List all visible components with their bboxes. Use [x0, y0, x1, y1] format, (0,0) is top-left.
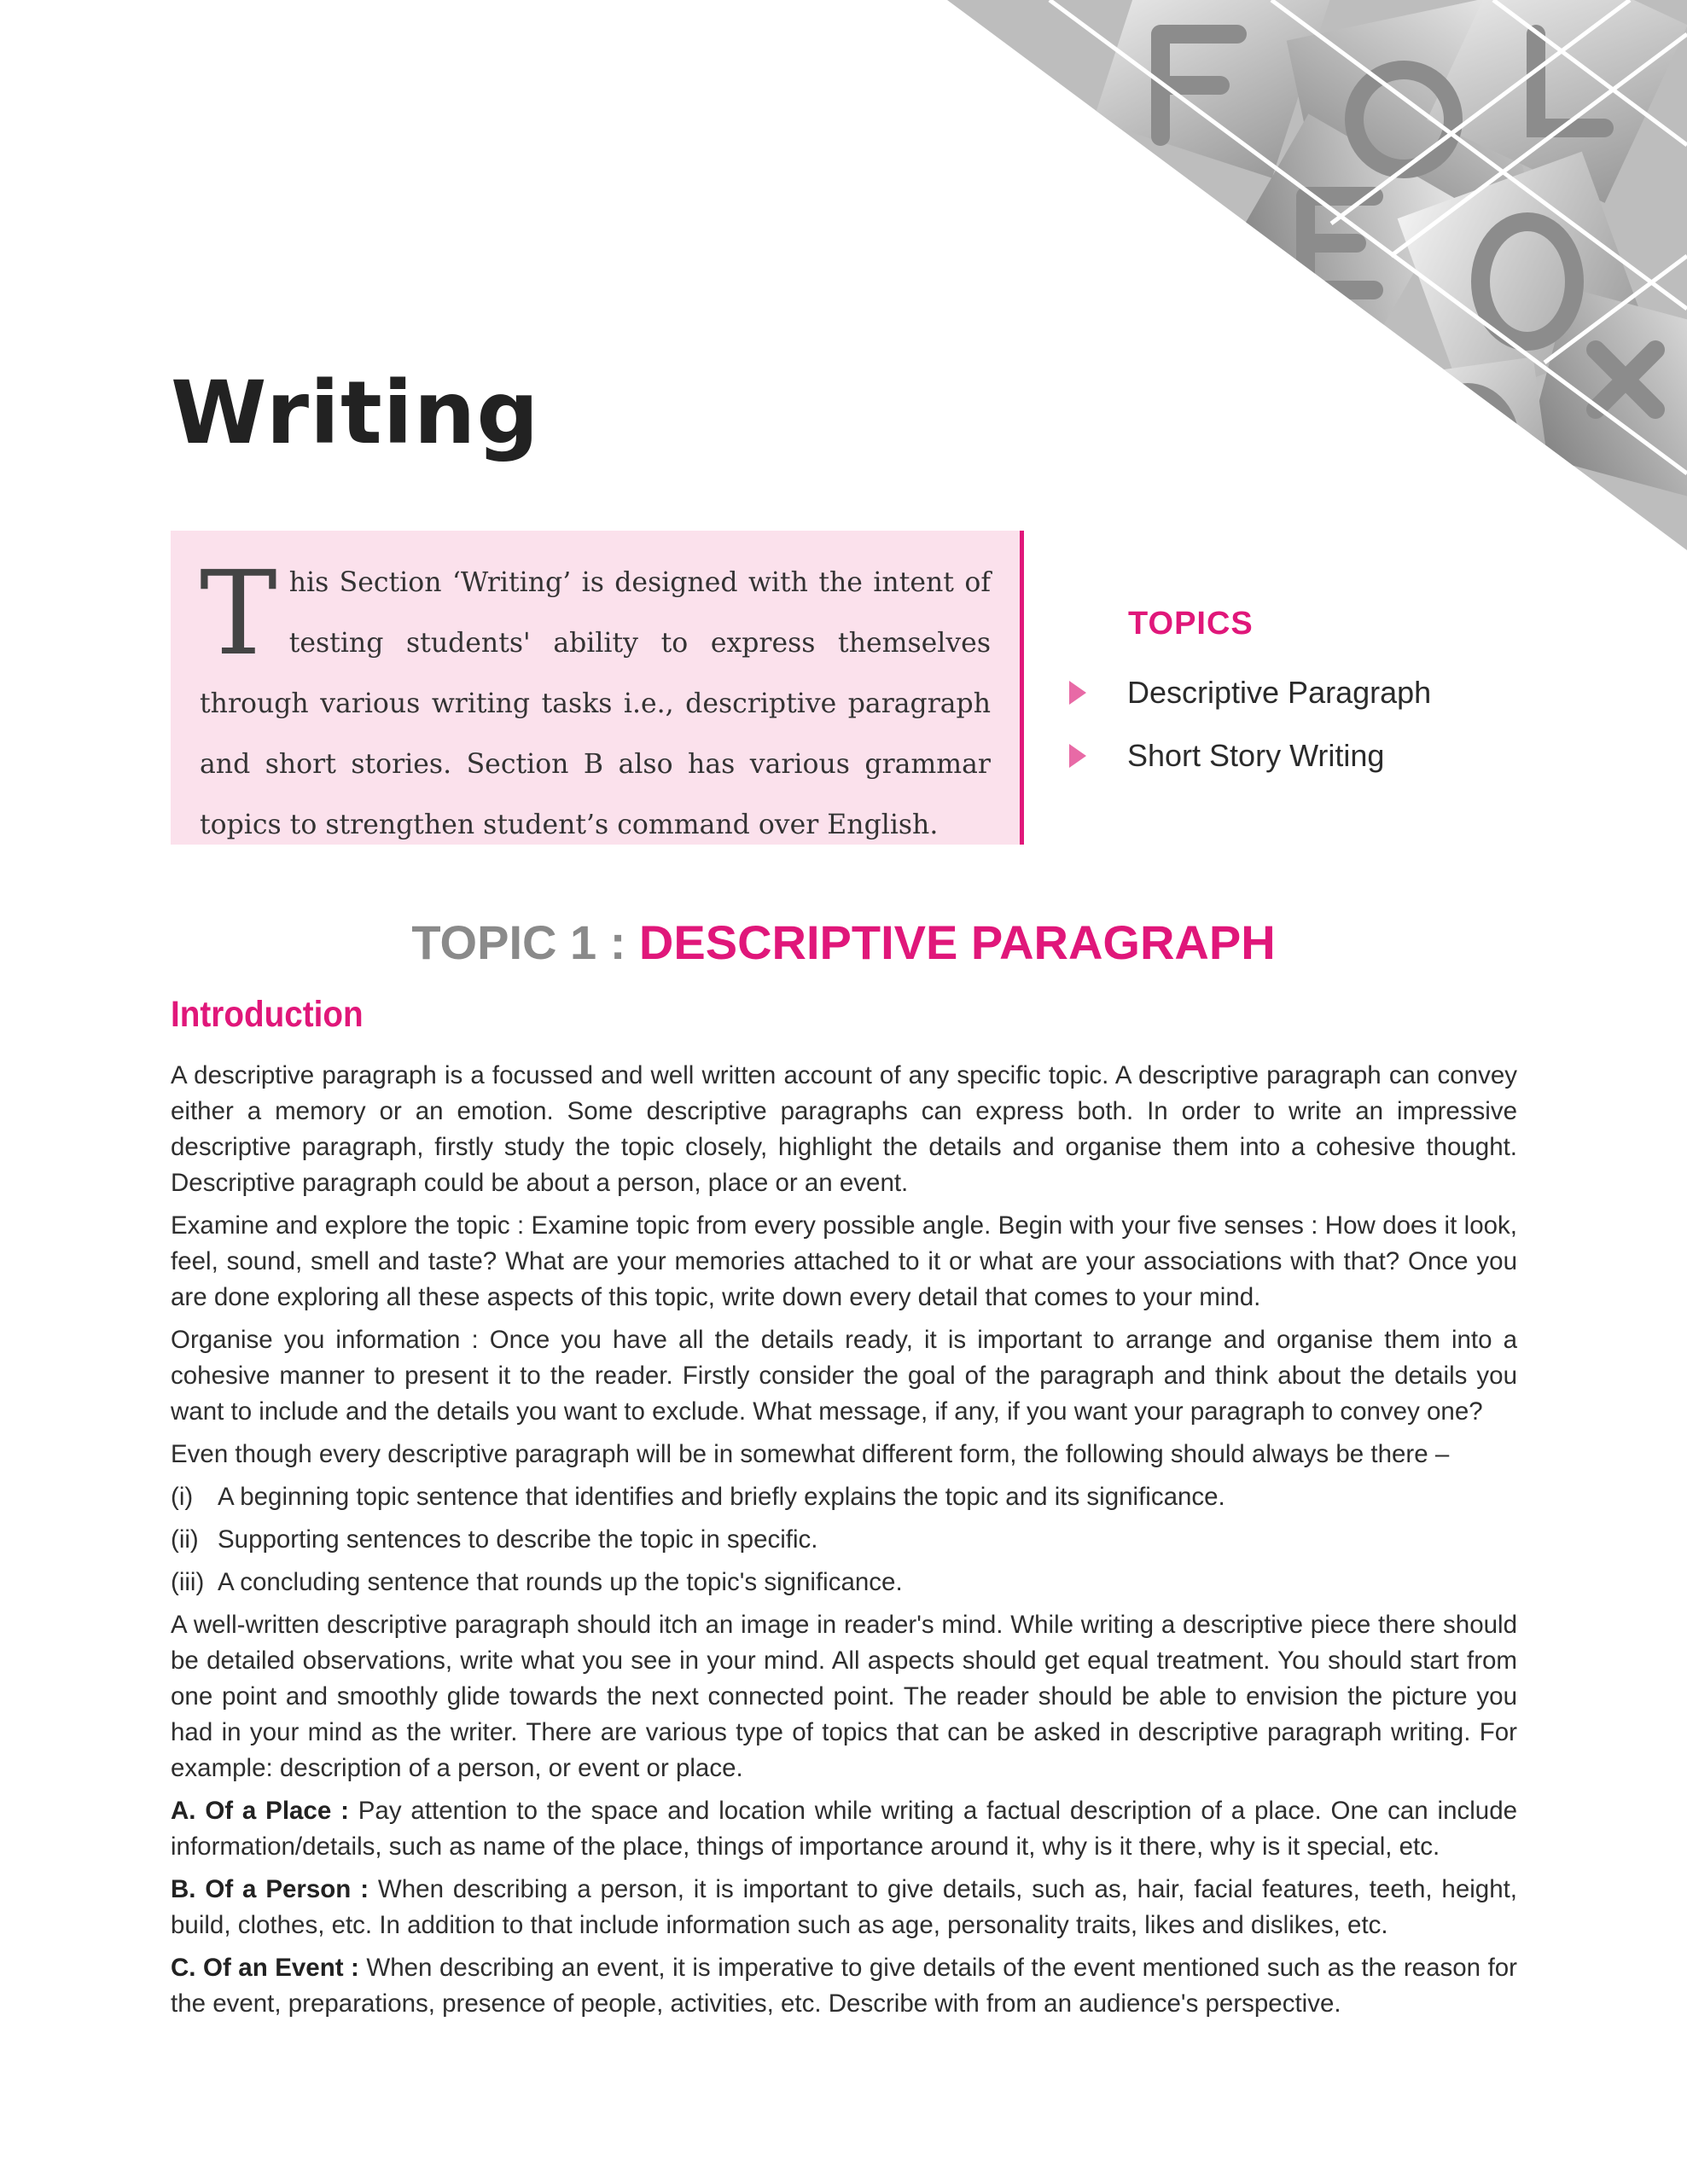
triangle-bullet-icon — [1069, 681, 1086, 705]
body-paragraph: Organise you information : Once you have all the details ready, it is important to arrange and organise them into a cohesive manner to present it to the reader. Firstly consider the goal of the paragraph and think about the details you want to include and the details you want to exclude. What message, if any, if you want your paragraph to convey one? — [171, 1326, 1517, 1426]
topics-list-item — [1069, 724, 1431, 787]
intro-paragraph — [200, 547, 991, 856]
list-item-text: A concluding sentence that rounds up the topic's significance. — [218, 1568, 903, 1596]
type-paragraph — [171, 1872, 1517, 1943]
type-paragraph — [171, 1793, 1517, 1865]
type-paragraph — [171, 1950, 1517, 2022]
topic-heading — [0, 915, 1687, 970]
type-text: Pay attention to the space and location while writing a factual description of a place. One can include information/details, such as name of the place, things of importance around it, why is it there, why is it special, etc. — [171, 1797, 1518, 1861]
topics-list — [1069, 661, 1431, 787]
intro-drop-cap: T — [200, 547, 277, 682]
topic-item-label: Descriptive Paragraph — [1127, 675, 1432, 710]
body-paragraph: A descriptive paragraph is a focussed and well written account of any specific topic. A descriptive paragraph can convey either a memory or an emotion. Some descriptive paragraphs can express both. In order to write an impressive descriptive paragraph, firstly study the topic closely, highlight the details and organise them into a cohesive thought. Descriptive paragraph could be about a person, place or an event. — [171, 1061, 1517, 1197]
type-lead: B. Of a Person : — [171, 1875, 378, 1903]
section-heading: Introduction — [171, 994, 364, 1035]
chapter-title: Writing — [171, 363, 540, 464]
intro-box — [171, 531, 1024, 845]
list-item — [171, 1522, 1517, 1558]
topics-heading: TOPICS — [1128, 606, 1254, 642]
type-text: When describing an event, it is imperative to give details of the event mentioned such as the reason for the event, preparations, presence of people, activities, etc. Describe with from an audience's perspective. — [171, 1954, 1517, 2018]
list-item — [171, 1479, 1517, 1515]
list-marker: (iii) — [171, 1568, 205, 1596]
list-marker: (ii) — [171, 1525, 199, 1554]
body-paragraph: A well-written descriptive paragraph should itch an image in reader's mind. While writing a descriptive piece there should be detailed observations, write what you see in your mind. All aspects should get equal treatment. You should start from one point and smoothly glide towards the next connected point. The reader should be able to envision the picture you had in your mind as the writer. There are various type of topics that can be asked in descriptive paragraph writing. For example: description of a person, or event or place. — [171, 1611, 1517, 1782]
list-item-text: A beginning topic sentence that identifies and briefly explains the topic and its significance. — [218, 1483, 1225, 1511]
body-text — [171, 1058, 1517, 2029]
intro-text: his Section ‘Writing’ is designed with the intent of testing students' ability to express themselves through various writing tasks i.e., descriptive paragraph and short stories. Section B also has various grammar topics to strengthen student’s command over English. — [200, 567, 991, 840]
corner-letter-blocks-image — [947, 0, 1687, 550]
body-paragraph: Examine and explore the topic : Examine topic from every possible angle. Begin with your five senses : How does it look, feel, sound, smell and taste? What are your memories attached to it or what are your associations with that? Once you are done exploring all these aspects of this topic, write down every detail that comes to your mind. — [171, 1211, 1517, 1311]
topic-name: DESCRIPTIVE PARAGRAPH — [638, 915, 1276, 969]
type-lead: A. Of a Place : — [171, 1797, 358, 1825]
triangle-bullet-icon — [1069, 744, 1086, 768]
topic-item-label: Short Story Writing — [1127, 738, 1385, 773]
type-text: When describing a person, it is important to give details, such as, hair, facial features, teeth, height, build, clothes, etc. In addition to that include information such as age, personality traits, likes and dislikes, etc. — [171, 1875, 1517, 1939]
topic-number: TOPIC 1 : — [411, 915, 639, 969]
list-item — [171, 1565, 1517, 1600]
list-marker: (i) — [171, 1483, 194, 1511]
list-item-text: Supporting sentences to describe the topic in specific. — [218, 1525, 818, 1554]
body-paragraph: Even though every descriptive paragraph will be in somewhat different form, the following should always be there – — [171, 1440, 1450, 1468]
type-lead: C. Of an Event : — [171, 1954, 367, 1982]
topics-list-item — [1069, 661, 1431, 724]
